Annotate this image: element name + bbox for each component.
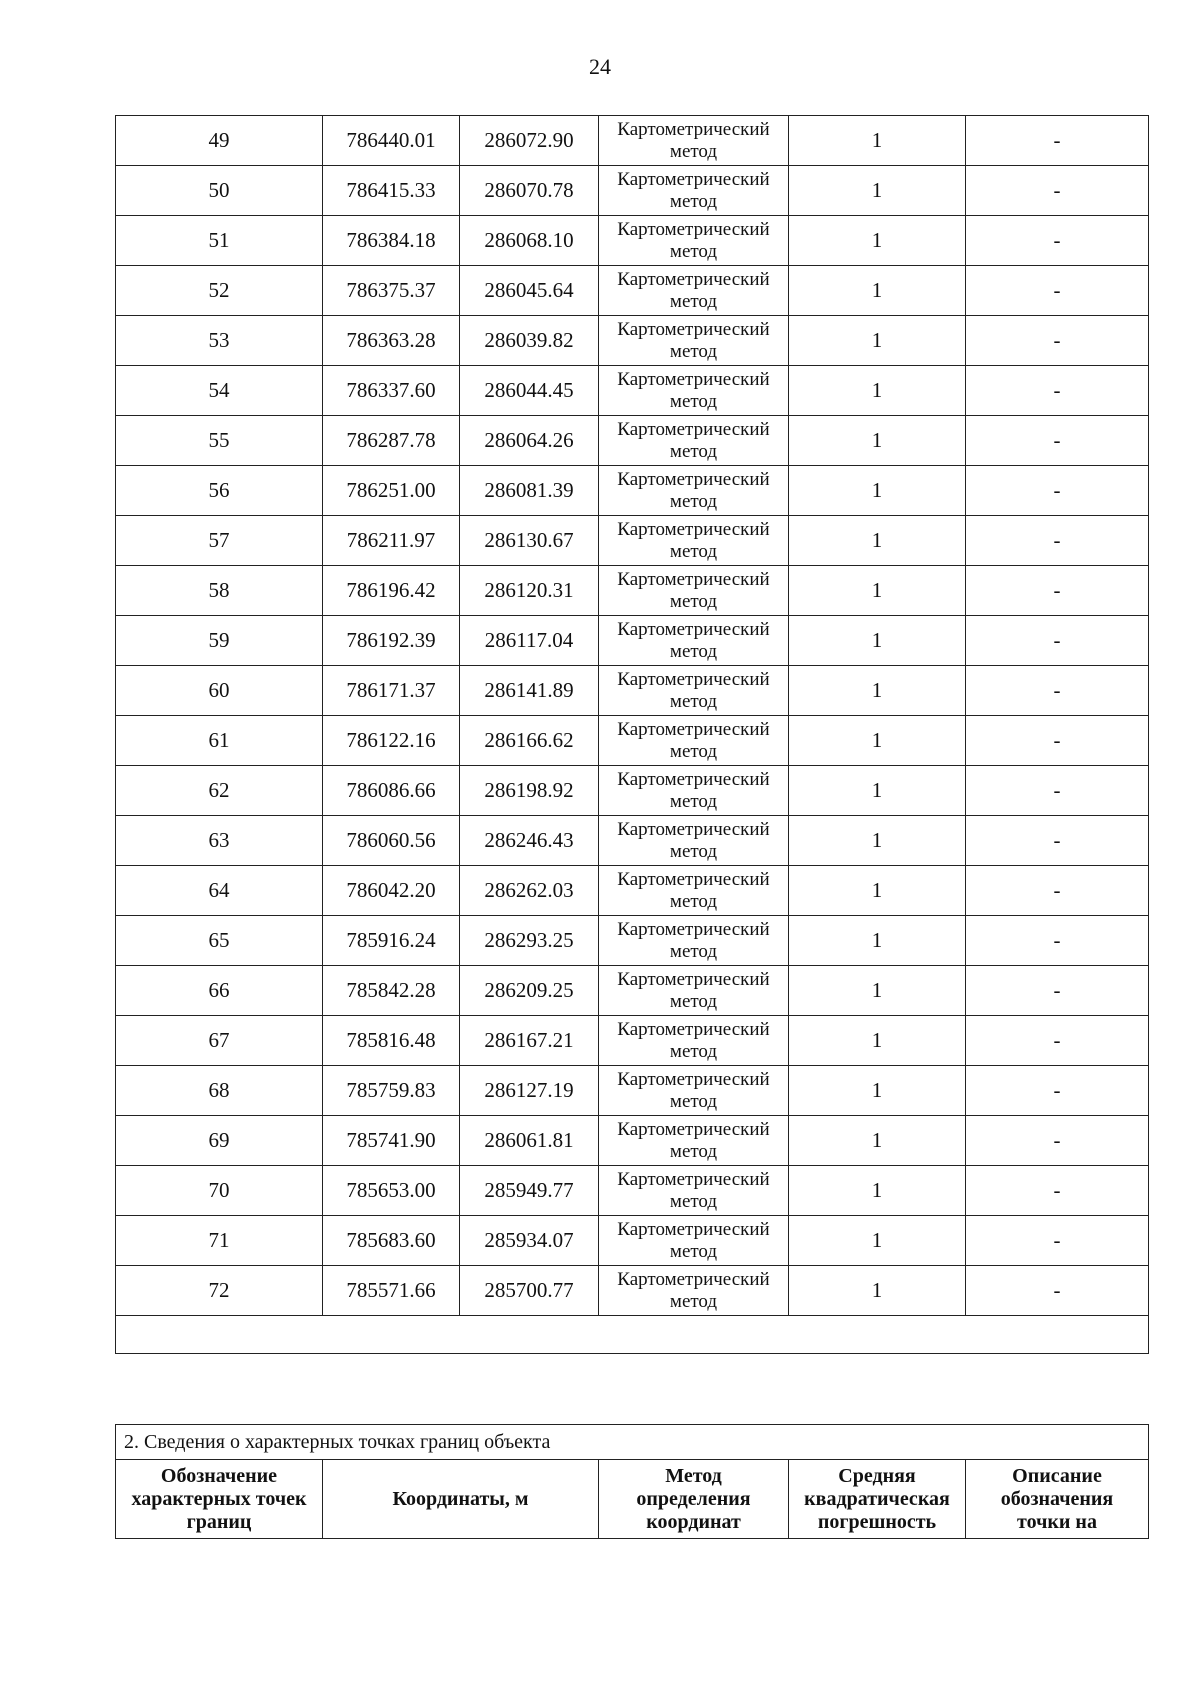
x-coordinate-cell: 786287.78 [323, 416, 460, 466]
method-cell [599, 1016, 789, 1066]
method-line: Картометрический [617, 468, 770, 490]
error-cell: 1 [789, 416, 966, 466]
header-description [966, 1460, 1149, 1539]
method-cell [599, 316, 789, 366]
table-row [116, 1216, 1149, 1266]
method-line: Картометрический [617, 968, 770, 990]
description-cell: - [966, 1116, 1149, 1166]
section2-header-row [116, 1460, 1149, 1539]
method-line: метод [669, 790, 718, 812]
method-line: Картометрический [617, 1168, 770, 1190]
method-line: Картометрический [617, 668, 770, 690]
table-row [116, 1066, 1149, 1116]
method-cell [599, 816, 789, 866]
method-line: метод [669, 840, 718, 862]
method-line: метод [669, 1140, 718, 1162]
method-cell [599, 516, 789, 566]
x-coordinate-cell: 786122.16 [323, 716, 460, 766]
empty-row [116, 1316, 1149, 1354]
method-line: Картометрический [617, 818, 770, 840]
method-line: метод [669, 540, 718, 562]
point-cell: 69 [116, 1116, 323, 1166]
error-cell: 1 [789, 1066, 966, 1116]
y-coordinate-cell: 286130.67 [460, 516, 599, 566]
y-coordinate-cell: 286127.19 [460, 1066, 599, 1116]
error-cell: 1 [789, 316, 966, 366]
method-line: метод [669, 740, 718, 762]
table-row [116, 366, 1149, 416]
method-line: метод [669, 1290, 718, 1312]
method-line: метод [669, 890, 718, 912]
table-row [116, 916, 1149, 966]
x-coordinate-cell: 786363.28 [323, 316, 460, 366]
description-cell: - [966, 616, 1149, 666]
method-line: Картометрический [617, 618, 770, 640]
method-cell [599, 566, 789, 616]
point-cell: 53 [116, 316, 323, 366]
method-line: метод [669, 640, 718, 662]
y-coordinate-cell: 285700.77 [460, 1266, 599, 1316]
error-cell: 1 [789, 866, 966, 916]
error-cell: 1 [789, 266, 966, 316]
y-coordinate-cell: 286044.45 [460, 366, 599, 416]
point-cell: 70 [116, 1166, 323, 1216]
y-coordinate-cell: 286198.92 [460, 766, 599, 816]
method-line: метод [669, 440, 718, 462]
description-cell: - [966, 516, 1149, 566]
method-line: Картометрический [617, 368, 770, 390]
x-coordinate-cell: 785571.66 [323, 1266, 460, 1316]
x-coordinate-cell: 786192.39 [323, 616, 460, 666]
point-cell: 62 [116, 766, 323, 816]
x-coordinate-cell: 786337.60 [323, 366, 460, 416]
x-coordinate-cell: 785653.00 [323, 1166, 460, 1216]
table-row [116, 566, 1149, 616]
method-line: метод [669, 140, 718, 162]
x-coordinate-cell: 785842.28 [323, 966, 460, 1016]
table-row [116, 266, 1149, 316]
error-cell: 1 [789, 516, 966, 566]
description-cell: - [966, 716, 1149, 766]
point-cell: 55 [116, 416, 323, 466]
description-cell: - [966, 1016, 1149, 1066]
method-cell [599, 216, 789, 266]
method-line: Картометрический [617, 868, 770, 890]
method-line: метод [669, 1090, 718, 1112]
method-line: Картометрический [617, 418, 770, 440]
description-cell: - [966, 916, 1149, 966]
error-cell: 1 [789, 166, 966, 216]
method-line: метод [669, 990, 718, 1012]
method-line: метод [669, 590, 718, 612]
y-coordinate-cell: 286045.64 [460, 266, 599, 316]
table-row [116, 716, 1149, 766]
method-line: метод [669, 1190, 718, 1212]
method-line: метод [669, 340, 718, 362]
x-coordinate-cell: 786375.37 [323, 266, 460, 316]
method-cell [599, 916, 789, 966]
point-cell: 71 [116, 1216, 323, 1266]
method-cell [599, 766, 789, 816]
description-cell: - [966, 266, 1149, 316]
point-cell: 59 [116, 616, 323, 666]
method-line: Картометрический [617, 518, 770, 540]
table-row [116, 116, 1149, 166]
x-coordinate-cell: 786060.56 [323, 816, 460, 866]
method-line: метод [669, 940, 718, 962]
point-cell: 56 [116, 466, 323, 516]
method-cell [599, 1116, 789, 1166]
method-line: Картометрический [617, 1268, 770, 1290]
header-line: координат [646, 1510, 741, 1533]
x-coordinate-cell: 786086.66 [323, 766, 460, 816]
x-coordinate-cell: 786384.18 [323, 216, 460, 266]
table-row [116, 666, 1149, 716]
y-coordinate-cell: 286039.82 [460, 316, 599, 366]
y-coordinate-cell: 286068.10 [460, 216, 599, 266]
y-coordinate-cell: 286072.90 [460, 116, 599, 166]
section2-table [115, 1424, 1149, 1539]
table-row [116, 816, 1149, 866]
method-line: Картометрический [617, 1018, 770, 1040]
y-coordinate-cell: 286262.03 [460, 866, 599, 916]
y-coordinate-cell: 286293.25 [460, 916, 599, 966]
x-coordinate-cell: 786196.42 [323, 566, 460, 616]
header-line: квадратическая [804, 1487, 950, 1510]
method-cell [599, 166, 789, 216]
header-line: Метод [665, 1464, 722, 1487]
point-cell: 66 [116, 966, 323, 1016]
section2-title: 2. Сведения о характерных точках границ объекта [116, 1425, 1149, 1460]
method-line: Картометрический [617, 118, 770, 140]
section2-caption-row [116, 1425, 1149, 1460]
y-coordinate-cell: 286246.43 [460, 816, 599, 866]
y-coordinate-cell: 286081.39 [460, 466, 599, 516]
method-line: Картометрический [617, 1218, 770, 1240]
error-cell: 1 [789, 116, 966, 166]
method-line: Картометрический [617, 218, 770, 240]
header-line: Описание [1012, 1464, 1102, 1487]
method-cell [599, 466, 789, 516]
x-coordinate-cell: 786171.37 [323, 666, 460, 716]
y-coordinate-cell: 285934.07 [460, 1216, 599, 1266]
point-cell: 50 [116, 166, 323, 216]
description-cell: - [966, 1166, 1149, 1216]
x-coordinate-cell: 785816.48 [323, 1016, 460, 1066]
description-cell: - [966, 816, 1149, 866]
method-line: метод [669, 690, 718, 712]
description-cell: - [966, 866, 1149, 916]
table-row [116, 516, 1149, 566]
table-row [116, 966, 1149, 1016]
method-cell [599, 616, 789, 666]
method-line: Картометрический [617, 318, 770, 340]
method-cell [599, 966, 789, 1016]
method-cell [599, 366, 789, 416]
description-cell: - [966, 966, 1149, 1016]
method-cell [599, 416, 789, 466]
method-line: метод [669, 240, 718, 262]
empty-cell [116, 1316, 1149, 1354]
method-cell [599, 1266, 789, 1316]
description-cell: - [966, 1266, 1149, 1316]
table-row [116, 1016, 1149, 1066]
header-line: погрешность [817, 1510, 937, 1533]
method-line: Картометрический [617, 718, 770, 740]
table-row [116, 866, 1149, 916]
point-cell: 68 [116, 1066, 323, 1116]
header-line: Обозначение [160, 1464, 278, 1487]
description-cell: - [966, 1216, 1149, 1266]
header-line: Средняя [838, 1464, 916, 1487]
table-row [116, 166, 1149, 216]
coordinates-table-body [116, 116, 1149, 1316]
method-line: метод [669, 290, 718, 312]
header-line: характерных точек [131, 1487, 307, 1510]
y-coordinate-cell: 286064.26 [460, 416, 599, 466]
x-coordinate-cell: 785683.60 [323, 1216, 460, 1266]
method-line: метод [669, 1240, 718, 1262]
error-cell: 1 [789, 916, 966, 966]
header-error [789, 1460, 966, 1539]
point-cell: 72 [116, 1266, 323, 1316]
error-cell: 1 [789, 1166, 966, 1216]
x-coordinate-cell: 785741.90 [323, 1116, 460, 1166]
point-cell: 54 [116, 366, 323, 416]
method-line: метод [669, 190, 718, 212]
error-cell: 1 [789, 766, 966, 816]
description-cell: - [966, 166, 1149, 216]
table-row [116, 1166, 1149, 1216]
header-line: границ [186, 1510, 252, 1533]
header-line: обозначения [1000, 1487, 1114, 1510]
header-method [599, 1460, 789, 1539]
error-cell: 1 [789, 966, 966, 1016]
point-cell: 64 [116, 866, 323, 916]
point-cell: 49 [116, 116, 323, 166]
method-line: Картометрический [617, 268, 770, 290]
error-cell: 1 [789, 566, 966, 616]
method-cell [599, 116, 789, 166]
description-cell: - [966, 766, 1149, 816]
method-cell [599, 1066, 789, 1116]
description-cell: - [966, 316, 1149, 366]
error-cell: 1 [789, 616, 966, 666]
error-cell: 1 [789, 716, 966, 766]
y-coordinate-cell: 286117.04 [460, 616, 599, 666]
description-cell: - [966, 466, 1149, 516]
error-cell: 1 [789, 366, 966, 416]
point-cell: 67 [116, 1016, 323, 1066]
description-cell: - [966, 416, 1149, 466]
point-cell: 61 [116, 716, 323, 766]
table-row [116, 466, 1149, 516]
error-cell: 1 [789, 1216, 966, 1266]
method-line: метод [669, 1040, 718, 1062]
y-coordinate-cell: 286070.78 [460, 166, 599, 216]
header-point-designation [116, 1460, 323, 1539]
method-line: Картометрический [617, 568, 770, 590]
point-cell: 51 [116, 216, 323, 266]
description-cell: - [966, 216, 1149, 266]
table-row [116, 416, 1149, 466]
table-row [116, 216, 1149, 266]
method-cell [599, 266, 789, 316]
point-cell: 65 [116, 916, 323, 966]
method-line: Картометрический [617, 768, 770, 790]
coordinates-table [115, 115, 1149, 1354]
x-coordinate-cell: 786251.00 [323, 466, 460, 516]
description-cell: - [966, 366, 1149, 416]
y-coordinate-cell: 286061.81 [460, 1116, 599, 1166]
y-coordinate-cell: 286167.21 [460, 1016, 599, 1066]
y-coordinate-cell: 286209.25 [460, 966, 599, 1016]
method-cell [599, 1166, 789, 1216]
y-coordinate-cell: 285949.77 [460, 1166, 599, 1216]
point-cell: 52 [116, 266, 323, 316]
point-cell: 57 [116, 516, 323, 566]
header-coordinates: Координаты, м [323, 1460, 599, 1539]
point-cell: 60 [116, 666, 323, 716]
y-coordinate-cell: 286141.89 [460, 666, 599, 716]
description-cell: - [966, 1066, 1149, 1116]
error-cell: 1 [789, 666, 966, 716]
x-coordinate-cell: 786415.33 [323, 166, 460, 216]
table-row [116, 1116, 1149, 1166]
table-row [116, 616, 1149, 666]
table-row [116, 1266, 1149, 1316]
error-cell: 1 [789, 1116, 966, 1166]
header-line: определения [636, 1487, 751, 1510]
error-cell: 1 [789, 816, 966, 866]
method-line: Картометрический [617, 168, 770, 190]
y-coordinate-cell: 286166.62 [460, 716, 599, 766]
table-row [116, 766, 1149, 816]
x-coordinate-cell: 786440.01 [323, 116, 460, 166]
error-cell: 1 [789, 1266, 966, 1316]
method-line: Картометрический [617, 1118, 770, 1140]
header-line: точки на [1017, 1510, 1097, 1533]
error-cell: 1 [789, 466, 966, 516]
error-cell: 1 [789, 1016, 966, 1066]
x-coordinate-cell: 785916.24 [323, 916, 460, 966]
error-cell: 1 [789, 216, 966, 266]
page-number: 24 [589, 54, 611, 79]
description-cell: - [966, 116, 1149, 166]
method-line: метод [669, 390, 718, 412]
x-coordinate-cell: 785759.83 [323, 1066, 460, 1116]
method-cell [599, 666, 789, 716]
method-line: метод [669, 490, 718, 512]
description-cell: - [966, 566, 1149, 616]
method-line: Картометрический [617, 918, 770, 940]
point-cell: 63 [116, 816, 323, 866]
point-cell: 58 [116, 566, 323, 616]
x-coordinate-cell: 786042.20 [323, 866, 460, 916]
description-cell: - [966, 666, 1149, 716]
method-cell [599, 866, 789, 916]
table-row [116, 316, 1149, 366]
method-cell [599, 1216, 789, 1266]
method-line: Картометрический [617, 1068, 770, 1090]
method-cell [599, 716, 789, 766]
x-coordinate-cell: 786211.97 [323, 516, 460, 566]
y-coordinate-cell: 286120.31 [460, 566, 599, 616]
